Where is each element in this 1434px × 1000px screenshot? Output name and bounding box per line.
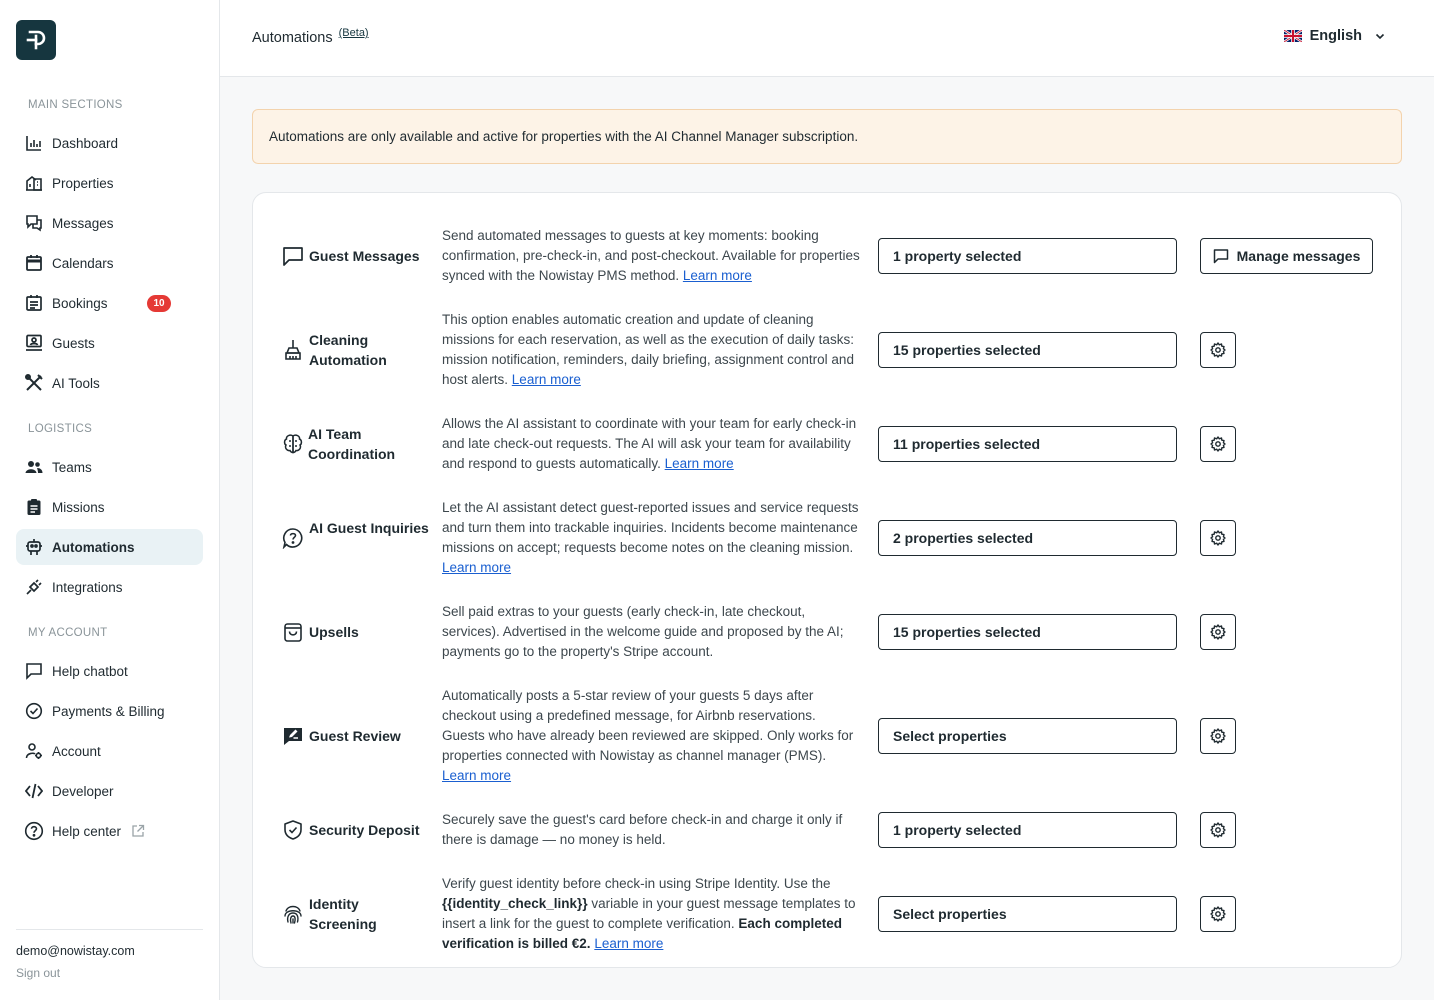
automation-name: Cleaning Automation [309,332,387,368]
manage-messages-label: Manage messages [1236,248,1361,264]
sidebar-item-label: Properties [52,175,114,191]
bookings-count-badge: 10 [147,295,171,312]
sidebar-item-label: Integrations [52,579,123,595]
learn-more-link[interactable]: Learn more [594,936,664,951]
chat-icon [24,213,44,233]
sidebar-item-label: Account [52,743,101,759]
my-account-title: MY ACCOUNT [28,627,108,639]
settings-button[interactable] [1200,896,1236,932]
sidebar-item-calendars[interactable] [16,245,203,281]
robot-icon [24,537,44,557]
page-title [252,27,369,46]
message-square-icon [281,244,305,268]
gear-icon [1210,342,1226,358]
guest-icon [24,333,44,353]
automation-description: Verify guest identity before check-in using Stripe Identity. Use the {{identity_check_link}} variable in your guest message templates to insert a link for the guest to complete verification. Each completed verification is billed €2. Learn more [442,876,856,951]
language-selector[interactable] [1284,28,1386,44]
sidebar-item-automations[interactable] [16,529,203,565]
main-sections-title: MAIN SECTIONS [28,99,123,111]
automation-description: Let the AI assistant detect guest-reported issues and service requests and turn them into trackable inquiries. Incidents become maintenance missions on accept; requests become notes on the cleaning mission. Learn more [442,500,859,575]
automation-description: Allows the AI assistant to coordinate with your team for early check-in and late check-out requests. The AI will ask your team for availability and respond to guests automatically. Learn more [442,416,857,471]
code-icon [24,781,44,801]
sidebar-item-payments-billing[interactable] [16,693,203,729]
message-square-icon [1213,248,1229,264]
gear-icon [1210,530,1226,546]
settings-button[interactable] [1200,812,1236,848]
automation-name: Identity Screening [309,896,377,932]
sign-out-link[interactable]: Sign out [16,966,61,980]
automation-description: Securely save the guest's card before check-in and charge it only if there is damage — no money is held. [442,812,843,847]
sidebar [0,0,220,1000]
automations-card [252,192,1402,968]
review-icon [281,724,305,748]
property-selector[interactable]: 1 property selected [878,812,1177,848]
brain-icon [281,432,305,456]
billing-note: Each completed verification is billed €2. [442,916,842,951]
sidebar-item-bookings[interactable] [16,285,203,321]
beta-tag[interactable]: (Beta) [338,27,369,39]
external-link-icon [131,824,145,838]
shield-check-icon [281,818,305,842]
fingerprint-icon [281,902,305,926]
chevron-down-icon [1374,30,1386,42]
sidebar-item-help-chatbot[interactable] [16,653,203,689]
learn-more-link[interactable]: Learn more [442,560,512,575]
settings-button[interactable] [1200,520,1236,556]
sidebar-item-properties[interactable] [16,165,203,201]
sidebar-item-label: Payments & Billing [52,703,165,719]
automation-name: Upsells [309,624,359,640]
property-selector[interactable]: 2 properties selected [878,520,1177,556]
main-content [220,0,1434,1000]
sidebar-item-integrations[interactable] [16,569,203,605]
automation-description: Sell paid extras to your guests (early check-in, late checkout, services). Advertised in the welcome guide and proposed by the AI; payments go to the property's Stripe account. [442,604,844,659]
settings-button[interactable] [1200,332,1236,368]
sidebar-item-messages[interactable] [16,205,203,241]
gear-icon [1210,728,1226,744]
sidebar-item-ai-tools[interactable] [16,365,203,401]
automation-name: Guest Review [309,728,401,744]
booking-icon [24,293,44,313]
sidebar-item-missions[interactable] [16,489,203,525]
calendar-icon [24,253,44,273]
broom-icon [281,338,305,362]
property-selector[interactable]: 11 properties selected [878,426,1177,462]
gear-icon [1210,822,1226,838]
clipboard-icon [24,497,44,517]
manage-messages-button[interactable] [1200,238,1373,274]
tools-icon [24,373,44,393]
settings-button[interactable] [1200,614,1236,650]
sidebar-item-label: Dashboard [52,135,119,151]
sidebar-item-teams[interactable] [16,449,203,485]
user-gear-icon [24,741,44,761]
user-email: demo@nowistay.com [16,944,135,958]
shopping-bag-icon [281,620,305,644]
property-selector[interactable]: Select properties [878,718,1177,754]
property-selector[interactable]: 15 properties selected [878,614,1177,650]
nowistay-logo[interactable] [16,20,56,60]
building-icon [24,173,44,193]
page-title-text: Automations [252,30,333,46]
learn-more-link[interactable]: Learn more [664,456,734,471]
team-icon [24,457,44,477]
sidebar-item-label: Bookings [52,295,108,311]
learn-more-link[interactable]: Learn more [442,768,512,783]
sidebar-item-account[interactable] [16,733,203,769]
settings-button[interactable] [1200,718,1236,754]
variable-code: {{identity_check_link}} [442,896,588,911]
learn-more-link[interactable]: Learn more [682,268,752,283]
sidebar-item-guests[interactable] [16,325,203,361]
language-label: English [1309,28,1362,44]
automation-name: AI Guest Inquiries [309,520,429,536]
sidebar-item-label: Automations [52,539,135,555]
top-bar [220,0,1434,77]
uk-flag-icon [1284,30,1302,42]
sidebar-item-label: Calendars [52,255,114,271]
automation-description: This option enables automatic creation and update of cleaning missions for each reservation, as well as the execution of daily tasks: mission notification, reminders, daily briefing, assignment control and host alerts. Learn more [442,312,854,387]
learn-more-link[interactable]: Learn more [511,372,581,387]
logistics-title: LOGISTICS [28,423,93,435]
property-selector[interactable]: 15 properties selected [878,332,1177,368]
sidebar-item-label: Messages [52,215,114,231]
sidebar-item-label: Teams [52,459,92,475]
sidebar-footer [16,929,203,980]
property-selector[interactable]: 1 property selected [878,238,1177,274]
chart-icon [24,133,44,153]
help-icon [24,821,44,841]
sidebar-item-label: Help chatbot [52,663,128,679]
automation-name: AI Team Coordination [308,426,396,462]
automation-description: Automatically posts a 5-star review of your guests 5 days after checkout using a predefined message, for Airbnb reservations. Guests who have already been reviewed are skipped. Only works for properties connected with Nowistay as channel manager (PMS). Learn more [442,688,854,783]
sidebar-item-label: Developer [52,783,114,799]
sidebar-item-help-center[interactable] [16,813,203,849]
gear-icon [1210,906,1226,922]
automation-name: Guest Messages [309,248,420,264]
question-bubble-icon [281,526,305,550]
sidebar-item-label: Guests [52,335,95,351]
automation-description: Send automated messages to guests at key moments: booking confirmation, pre-check-in, and post-checkout. Available for properties synced with the Nowistay PMS method. Learn more [442,228,860,283]
plug-icon [24,577,44,597]
sidebar-item-developer[interactable] [16,773,203,809]
sidebar-item-label: Help center [52,823,122,839]
automation-name: Security Deposit [309,822,420,838]
sidebar-item-dashboard[interactable] [16,125,203,161]
billing-icon [24,701,44,721]
sidebar-item-label: AI Tools [52,375,100,391]
property-selector[interactable]: Select properties [878,896,1177,932]
gear-icon [1210,624,1226,640]
settings-button[interactable] [1200,426,1236,462]
sidebar-item-label: Missions [52,499,105,515]
alert-text: Automations are only available and active for properties with the AI Channel Manager subscription. [269,129,859,144]
chat-icon [24,661,44,681]
gear-icon [1210,436,1226,452]
subscription-alert [252,109,1402,164]
